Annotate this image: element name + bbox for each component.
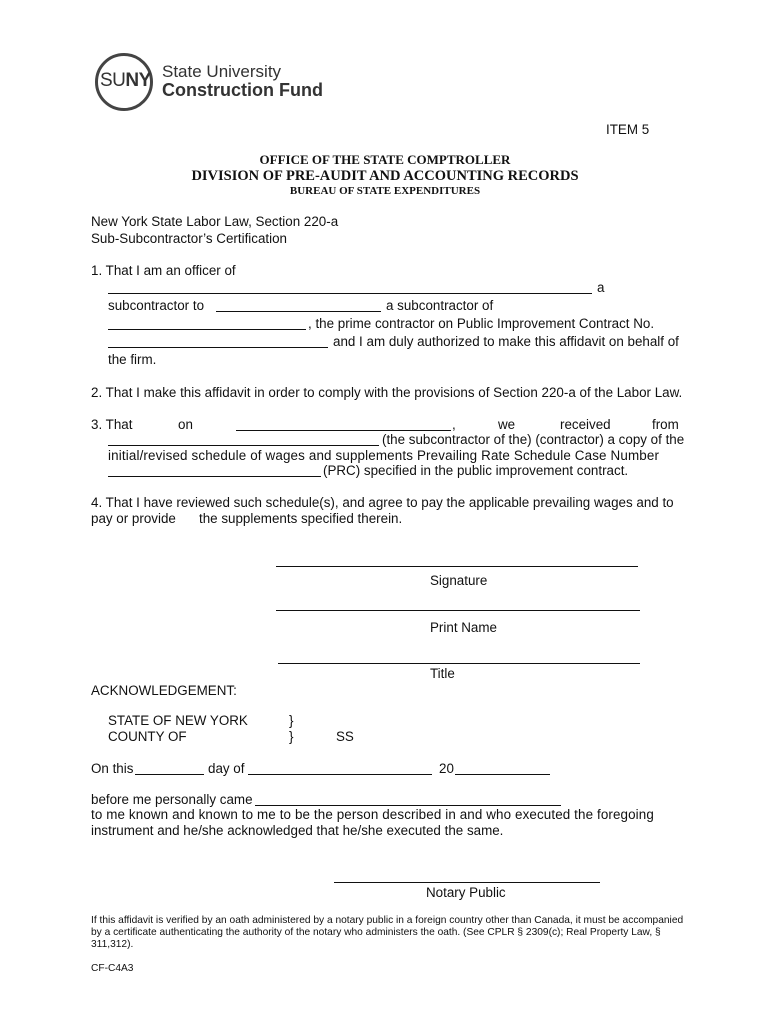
para1-a-subcontractor-of: a subcontractor of xyxy=(386,298,494,313)
received-from-field[interactable] xyxy=(108,445,379,446)
logo-mark-prefix: SU xyxy=(100,70,126,91)
logo-line-1: State University xyxy=(162,62,282,81)
law-title: New York State Labor Law, Section 220-a xyxy=(91,214,339,229)
para3-received: received xyxy=(560,417,611,432)
prc-case-number-field[interactable] xyxy=(108,476,321,477)
para1-subcontractor-to: subcontractor to xyxy=(108,298,205,313)
notary-line[interactable] xyxy=(334,882,600,883)
on-this-label: On this xyxy=(91,761,134,776)
logo-line-2: Construction Fund xyxy=(162,80,323,100)
para3-on: on xyxy=(178,417,193,432)
day-field[interactable] xyxy=(135,774,204,775)
before-me-label: before me personally came xyxy=(91,792,253,807)
para3-from: from xyxy=(652,417,679,432)
para1-authorized: and I am duly authorized to make this affidavit on behalf of xyxy=(333,334,679,349)
contract-number-field[interactable] xyxy=(108,347,328,348)
suny-logo-mark xyxy=(100,70,151,92)
para1-lead: 1. That I am an officer of xyxy=(91,263,236,278)
cert-title: Sub-Subcontractor’s Certification xyxy=(91,231,287,246)
day-of-label: day of xyxy=(208,761,245,776)
form-code: CF-C4A3 xyxy=(91,963,134,974)
subcontractor-of-field[interactable] xyxy=(108,329,306,330)
personally-came-field[interactable] xyxy=(255,805,561,806)
county-label: COUNTY OF xyxy=(108,729,187,744)
brace-bottom: } xyxy=(289,729,294,744)
brace-top: } xyxy=(289,713,294,728)
para4-line2a: pay or provide xyxy=(91,511,176,526)
year-prefix: 20 xyxy=(439,761,454,776)
print-name-line[interactable] xyxy=(276,610,640,611)
para3-we: we xyxy=(498,417,516,432)
header-bureau: BUREAU OF STATE EXPENDITURES xyxy=(289,185,481,197)
officer-of-field[interactable] xyxy=(108,293,592,294)
header-division: DIVISION OF PRE-AUDIT AND ACCOUNTING RECORDS xyxy=(191,168,579,184)
logo-mark-suffix: NY xyxy=(125,70,151,91)
ss-label: SS xyxy=(336,729,354,744)
footnote-line-1: If this affidavit is verified by an oath administered by a notary public in a foreign country other than Canada, it must be accompanied xyxy=(91,915,684,926)
month-field[interactable] xyxy=(248,774,432,775)
signature-line[interactable] xyxy=(276,566,638,567)
title-line[interactable] xyxy=(278,663,640,664)
para3-that: 3. That xyxy=(91,417,133,432)
para3-line2: (the subcontractor of the) (contractor) a copy of the xyxy=(382,432,685,447)
para1-a: a xyxy=(597,280,605,295)
known-line-1: to me known and known to me to be the person described in and who executed the foregoing xyxy=(91,807,654,822)
date-received-field[interactable] xyxy=(236,430,451,431)
subcontractor-to-field[interactable] xyxy=(216,311,381,312)
signature-label: Signature xyxy=(430,573,488,588)
para4-line1: 4. That I have reviewed such schedule(s), and agree to pay the applicable prevailing wages and to xyxy=(91,495,674,510)
item-label: ITEM 5 xyxy=(606,122,650,137)
header-office: OFFICE OF THE STATE COMPTROLLER xyxy=(259,152,511,167)
para2: 2. That I make this affidavit in order to comply with the provisions of Section 220-a of the Labor Law. xyxy=(91,385,683,400)
para3-line4: (PRC) specified in the public improvement contract. xyxy=(323,463,629,478)
para4-line2b: the supplements specified therein. xyxy=(199,511,403,526)
para3-comma: , xyxy=(452,417,456,432)
state-label: STATE OF NEW YORK xyxy=(108,713,248,728)
print-name-label: Print Name xyxy=(430,620,497,635)
para3-line3: initial/revised schedule of wages and supplements Prevailing Rate Schedule Case Number xyxy=(108,448,660,463)
year-field[interactable] xyxy=(455,774,550,775)
notary-label: Notary Public xyxy=(426,885,506,900)
acknowledgement-heading: ACKNOWLEDGEMENT: xyxy=(91,683,237,698)
para1-firm: the firm. xyxy=(108,352,157,367)
footnote-line-3: 311,312). xyxy=(91,939,134,950)
para1-prime: , the prime contractor on Public Improvement Contract No. xyxy=(308,316,655,331)
known-line-2: instrument and he/she acknowledged that he/she executed the same. xyxy=(91,823,504,838)
title-label: Title xyxy=(430,666,455,681)
footnote-line-2: by a certificate authenticating the authority of the notary who administers the oath. (See CPLR § 2309(c); Real Property Law, § xyxy=(91,927,661,938)
